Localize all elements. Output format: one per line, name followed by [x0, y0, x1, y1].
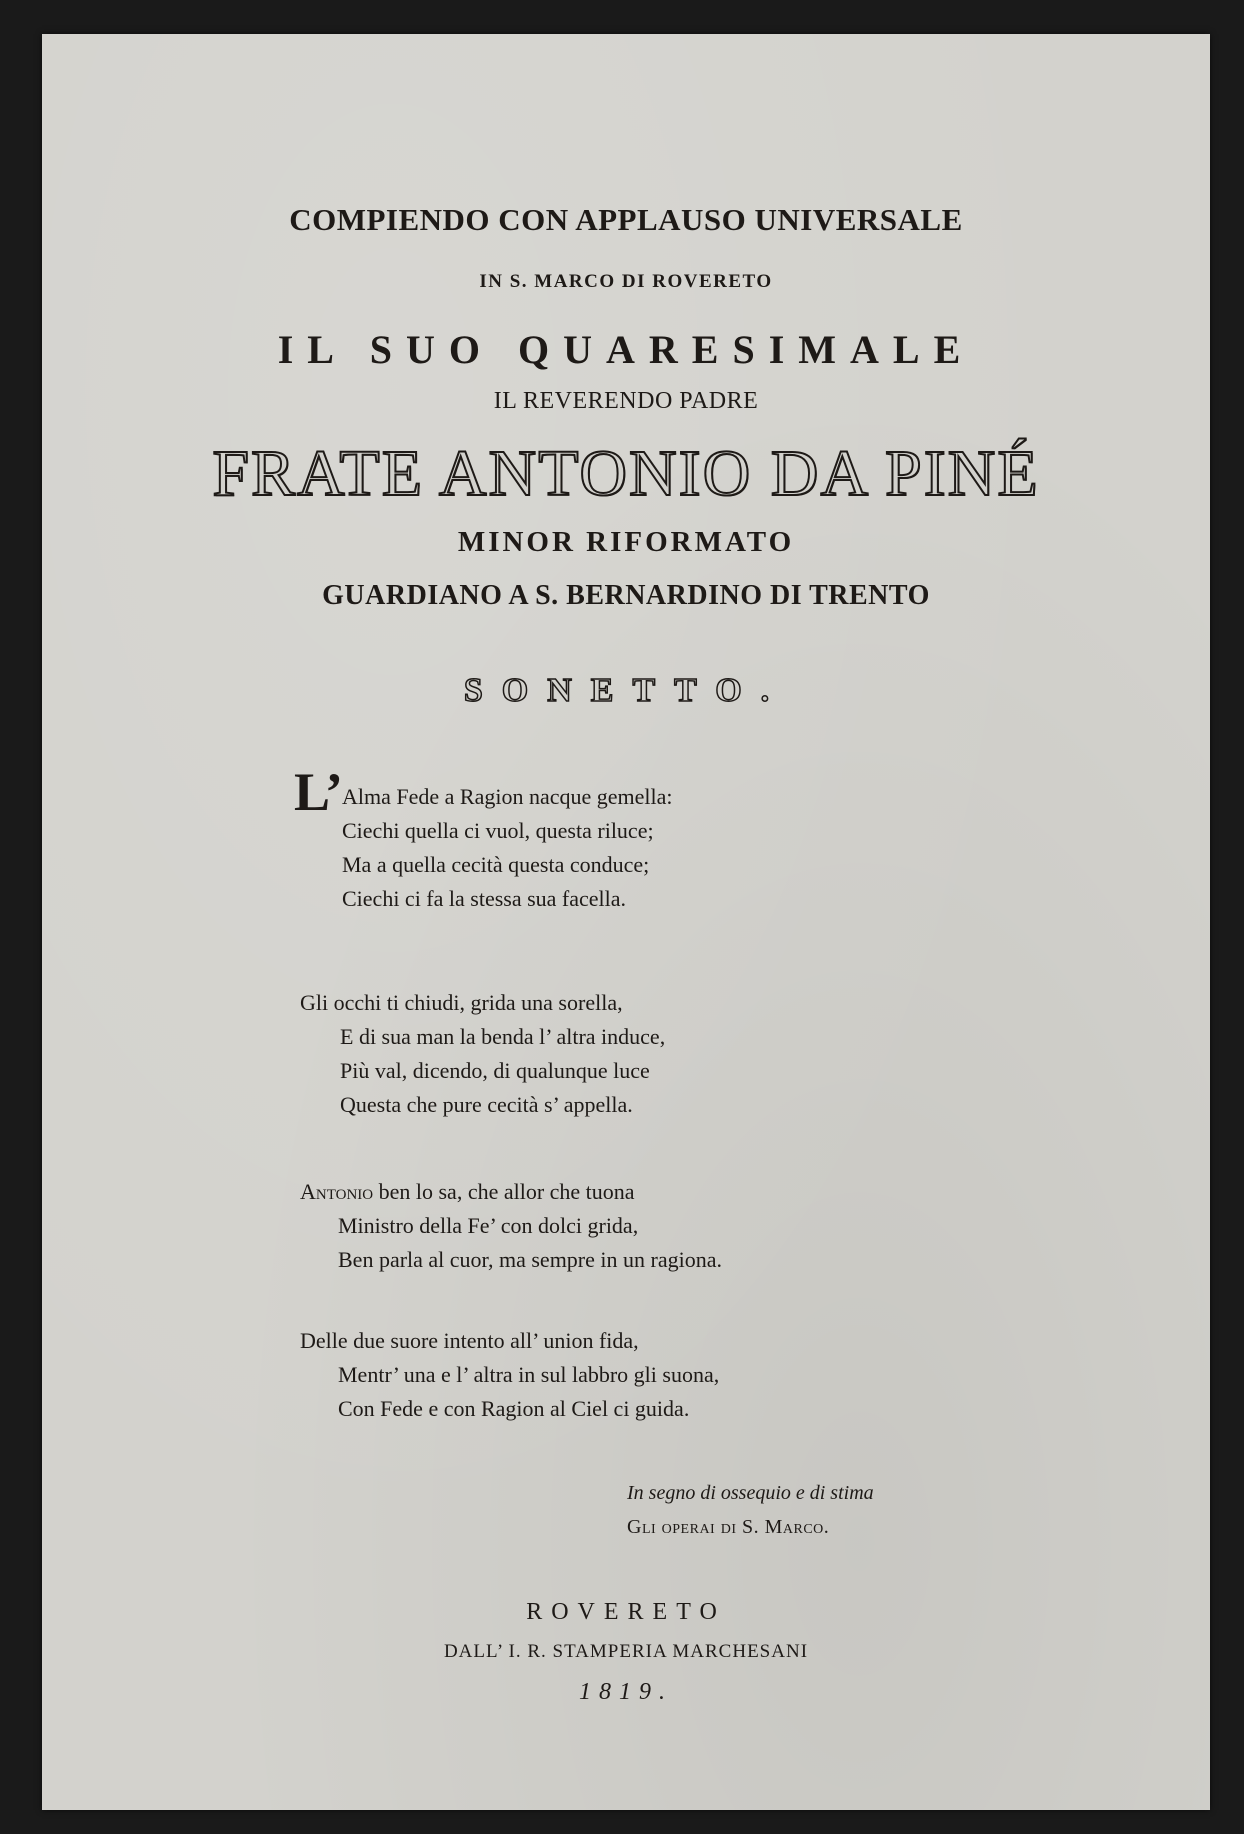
imprint-year: 1819. [579, 1679, 673, 1705]
imprint-printer: DALL’ I. R. STAMPERIA MARCHESANI [443, 1641, 809, 1662]
signatory: Gli operai di S. Marco. [627, 1516, 830, 1538]
verse-line: Questa che pure cecità s’ appella. [340, 1092, 633, 1117]
verse-line: Ben parla al cuor, ma sempre in un ragiona. [338, 1247, 722, 1272]
verse-line: Ciechi ci fa la stessa sua facella. [342, 886, 627, 911]
header-line-4: IL REVERENDO PADRE [493, 388, 759, 414]
verse-line: Alma Fede a Ragion nacque gemella: [342, 784, 673, 809]
imprint-place: ROVERETO [526, 1599, 726, 1625]
verse-line: E di sua man la benda l’ altra induce, [340, 1024, 666, 1049]
stanza-1 [294, 762, 673, 916]
header-line-6: MINOR RIFORMATO [457, 526, 795, 558]
verse-line: Con Fede e con Ragion al Ciel ci guida. [338, 1396, 690, 1421]
verse-line [300, 1175, 722, 1209]
header-line-1: COMPIENDO CON APPLAUSO UNIVERSALE [289, 202, 963, 237]
drop-cap: L’ [294, 762, 344, 822]
verse-line: Delle due suore intento all’ union fida, [300, 1328, 639, 1353]
header-line-2: IN S. MARCO DI ROVERETO [479, 271, 773, 292]
verse-line: Ciechi quella ci vuol, questa riluce; [342, 818, 654, 843]
verse-line-rest: ben lo sa, che allor che tuona [373, 1179, 635, 1204]
stanza-2 [300, 986, 665, 1122]
verse-line: Ma a quella cecità questa conduce; [342, 852, 650, 877]
verse-line: Ministro della Fe’ con dolci grida, [338, 1213, 639, 1238]
name-small-caps: Antonio [300, 1179, 374, 1204]
genre-title: SONETTO. [463, 672, 789, 709]
stanza-4 [300, 1324, 719, 1426]
broadside-sheet [42, 34, 1210, 1810]
dedication-line: In segno di ossequio e di stima [627, 1482, 874, 1504]
header-line-7: GUARDIANO A S. BERNARDINO DI TRENTO [322, 580, 930, 611]
verse-line: Più val, dicendo, di qualunque luce [340, 1058, 650, 1083]
verse-line: Mentr’ una e l’ altra in sul labbro gli suona, [338, 1362, 720, 1387]
stanza-3 [300, 1175, 722, 1277]
honoree-name: FRATE ANTONIO DA PINÉ [212, 437, 1040, 510]
header-line-3: IL SUO QUARESIMALE [277, 327, 975, 372]
verse-line: Gli occhi ti chiudi, grida una sorella, [300, 990, 623, 1015]
